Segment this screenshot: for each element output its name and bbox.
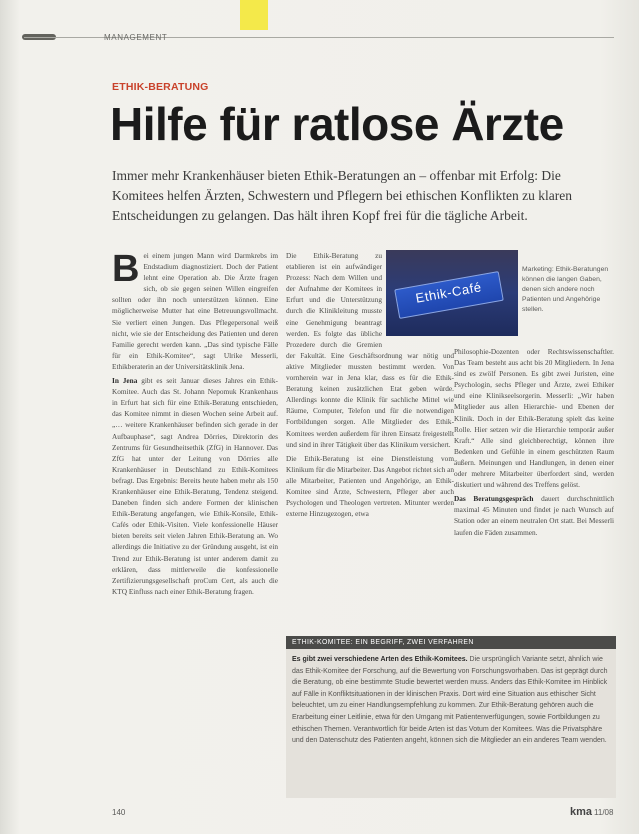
article-kicker: ETHIK-BERATUNG	[112, 81, 209, 93]
info-box-title: ETHIK-KOMITEE: EIN BEGRIFF, ZWEI VERFAHREN	[286, 636, 616, 649]
paragraph: Die Ethik-Beratung ist eine Dienstleistung vom Klinikum für die Mitarbeiter. Das Angebot richtet sich an alle Mitarbeiter, Patienten und Angehörige, an Ethik-Komitee sind Ärzte, Schwestern, Pfleger aber auch Psychologen und Theologen vertreten. Mitunter werden externe Hinzugezogen, etwa	[286, 453, 454, 519]
paragraph-lead: Das Beratungsgespräch	[454, 494, 534, 504]
info-box	[286, 636, 616, 798]
paragraph	[112, 250, 278, 372]
issue-number: 11/08	[594, 808, 614, 817]
photo-caption: Marketing: Ethik-Beratungen können die langen Gaben, denen sich andere noch Patienten und Angehörige stellen.	[522, 266, 609, 313]
paragraph-text: gibt es seit Januar dieses Jahres ein Ethik-Komitee. Auch das St. Johann Nepomuk Krankenhaus in Erfurt hat sich für eine Ethik-Beratung entschieden, das Komitee nimmt in diesen Wochen seine Arbeit auf. „… weitere Krankenhäuser befinden sich gerade in der Aufbauphase“, sagt Andrea Dörries, Direktorin des Zentrums für Gesundheitsethik (ZfG) in Hannover. Das ZfG hat unter der Leitung von Dörries alle Krankenhäuser in Deutschland zu Ethik-Komitees befragt. Das Ergebnis: Bereits heute haben mehr als 150 Krankenhäuser eine Ethik-Beratung, Tendenz steigend. Daneben finden sich andere Formen der klinischen Ethik-Beratung angefangen, wie Ethik-Konsile, Ethik-Cafés oder Ethik-Visiten. Viele konfessionelle Häuser bieten bereits seit vielen Jahren Ethik-Beratung an. Wo allerdings die Initiative zu der Gründung ausgeht, ist ein Trend zur Ethik-Beratung ist unter anderem damit zu erklären, dass mittlerweile die konfessionelle Zertifizierungsgesellschaft proCum Cert, als auch die KTQ Einfluss nach einer Ethik-Beratung fragen.	[112, 376, 278, 596]
info-box-text: Die ursprünglich Variante setzt, ähnlich wie das Ethik-Komitee der Forschung, auf die Bewertung von Forschungsvorhaben. Das ist geprägt durch die Beratung, ob eine bestimmte Studie bewertet werden muss. Anders das Ethik-Komitee im Hinblick auf Fälle in Konfliktsituationen in der klinischen Praxis. Dort wird eine Situation aus ethischer Sicht beleuchtet, um zu einer Handlungsempfehlung zu kommen. Zur Ethik-Beratung gehören auch die Erarbeitung einer Leitlinie, etwa für den Umgang mit Patientenverfügungen, sowie Fortbildungen zu ethischen Themen. Verantwortlich für beide Arten ist das Votum der Komitees. Was die Privatsphäre und den Datenschutz des Patienten angeht, können sich die Mitglieder an ein anderes Team wenden.	[292, 656, 608, 745]
paragraph	[112, 375, 278, 597]
paragraph	[454, 493, 614, 537]
info-box-body	[292, 654, 610, 747]
paragraph-text: dauert durchschnittlich maximal 45 Minuten und findet je nach Wunsch auf Station oder an einem neutralen Ort statt. Bei Messerli laufen die Fäden zusammen.	[454, 494, 614, 537]
paragraph-text: ei einem jungen Mann wird Darmkrebs im Endstadium diagnostiziert. Doch der Patient lehnt eine Operation ab. Die Ärzte fragen sich, ob sie gegen seinen Willen eingreifen sollten oder ihn noch unterstützen können. Eine möglicherweise Mutter hat eine Betreuungsvollmacht. Sie verliert einen Jungen. Das Pflegepersonal weiß nicht, wie sie der Entscheidung des Patienten und deren Familie gerecht werden kann. „Das sind typische Fälle für ein Ethik-Komitee“, sagt Ulrike Messerli, Ethikberaterin an der Universitätsklinik Jena.	[112, 251, 278, 371]
column-3	[454, 346, 614, 541]
drop-cap: B	[112, 248, 140, 290]
paragraph: Philosophie-Dozenten oder Rechtswissenschaftler. Das Team besteht aus acht bis 20 Mitgliedern. In Jena sind es zwölf Personen. Es gibt zwei Juristen, eine Psychologin, sechs Pfleger und Ärzte, zwei Ethiker und eine Klinikseelsorgerin. Messerli: „Wir haben Mitglieder aus allen Hierarchie- und Ebenen der Klinik. Doch in der Ethik-Beratung spielt das keine Rolle. Hier setzen wir die Hierarchie temporär außer Kraft.“ Alle sind gleichberechtigt, können ihre Bedenken und Gefühle in einem geschützten Raum äußern. Meinungen und Handlungen, in denen einer oder mehrere Mitarbeiter überfordert sind, werden diskutiert und während des Treffens gelöst.	[454, 347, 614, 490]
magazine-folio	[570, 806, 613, 818]
paragraph-lead: In Jena	[112, 376, 138, 386]
info-box-lead: Es gibt zwei verschiedene Arten des Ethik-Komitees.	[292, 656, 468, 663]
page-number: 140	[112, 808, 126, 817]
article-lead: Immer mehr Krankenhäuser bieten Ethik-Beratungen an – offenbar mit Erfolg: Die Komitees helfen Ärzten, Schwestern und Pflegern bei ethischen Konflikten zu klaren Entscheidungen zu gelangen. Das hält ihren Kopf frei für die tägliche Arbeit.	[112, 168, 572, 223]
sign-text: Ethik-Café	[414, 279, 483, 306]
article-headline: Hilfe für ratlose Ärzte	[110, 98, 564, 150]
section-label: MANAGEMENT	[104, 33, 168, 42]
sign-image	[394, 271, 504, 319]
column-1	[112, 250, 278, 600]
color-swatch	[240, 0, 268, 30]
article-photo	[386, 250, 518, 336]
magazine-name: kma	[570, 806, 593, 818]
paragraph: Die Ethik-Beratung zu etablieren ist ein aufwändiger Prozess: Nach dem Willen und der Aufnahme der Komitees in Erfurt und die Unterstützung durch die Klinikleitung musste eine Genehmigung beantragt werden. Es folgte das übliche Prozedere durch die Gremien der Fakultät. Eine Geschäftsordnung war nötig und aktive Mitglieder mussten bestimmt werden. Von vornherein war in Jena klar, dass es für die Ethik-Beratung keinen zusätzlichen Etat geben würde. Allerdings konnte die Klinik für sachliche Mittel wie Räume, Computer, Telefon und für die notwendigen Fortbildungen sorgen. Alle Mitglieder des Ethik-Komitees werden außerdem für ihren Einsatz freigestellt und sind in ihrer Tätigkeit über das Klinikum versichert.	[286, 251, 454, 449]
